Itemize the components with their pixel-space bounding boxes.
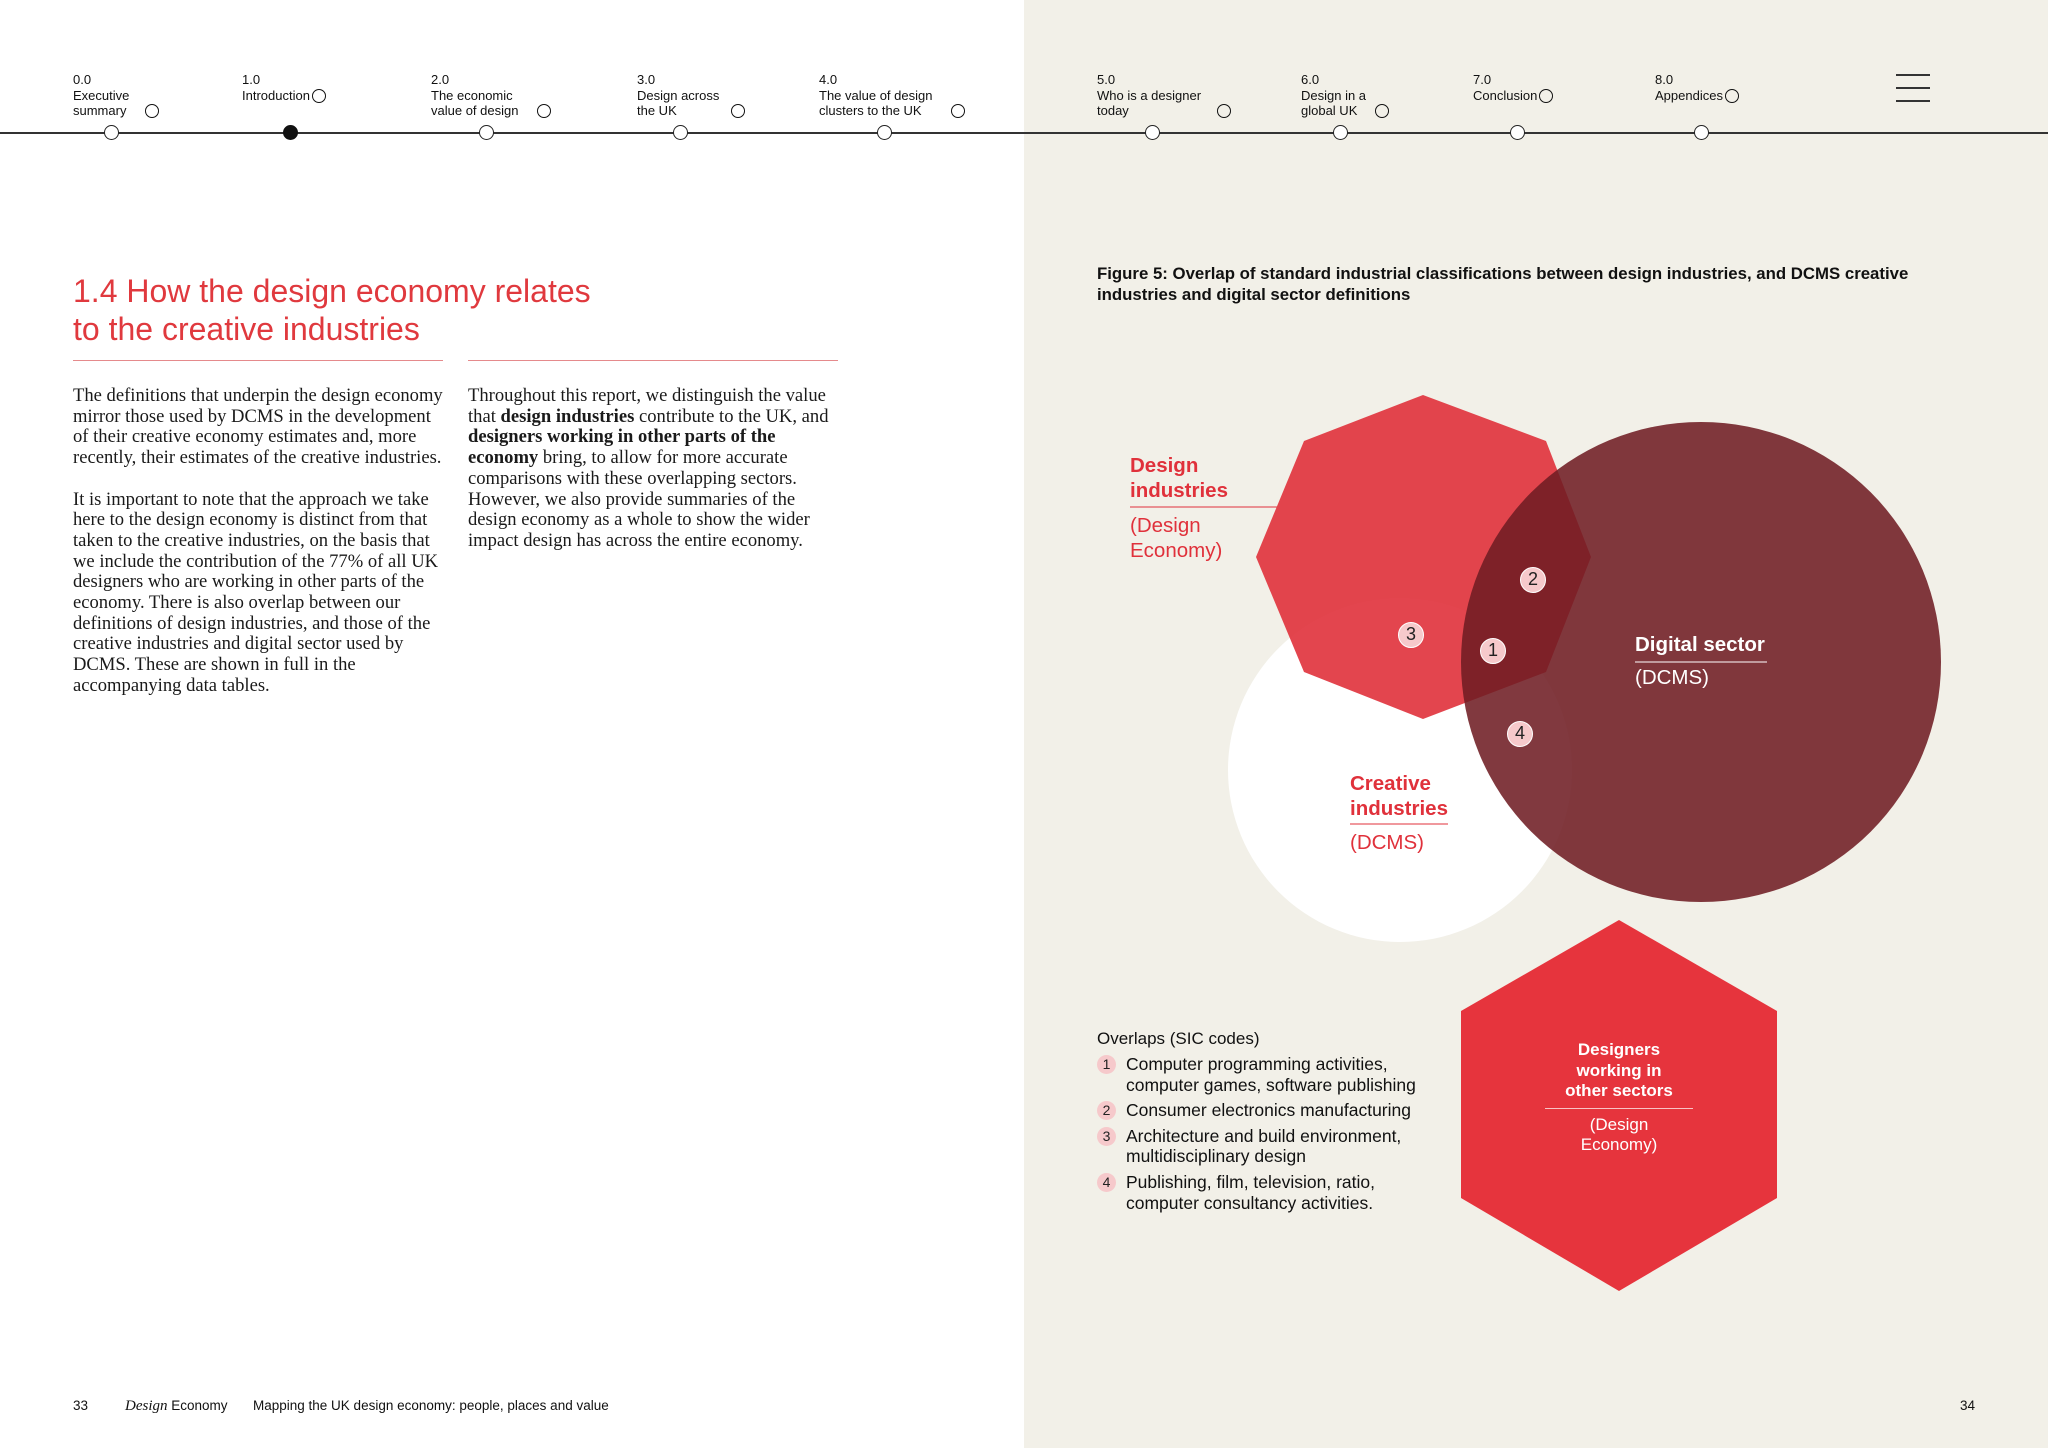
legend-item: 3 Architecture and build environment, multidisciplinary design	[1097, 1126, 1437, 1167]
nav-dot-introduction-active[interactable]	[283, 125, 298, 140]
column-1-rule	[73, 360, 443, 361]
nav-dot-economic-value[interactable]	[479, 125, 494, 140]
legend-item: 1 Computer programming activities, computer games, software publishing	[1097, 1054, 1437, 1095]
nav-ring-icon	[145, 104, 159, 118]
nav-dot-executive-summary[interactable]	[104, 125, 119, 140]
nav-ring-icon	[537, 104, 551, 118]
overlap-badge-4: 4	[1507, 721, 1533, 747]
nav-item-conclusion[interactable]: 7.0 Conclusion	[1473, 72, 1553, 103]
nav-dot-design-clusters[interactable]	[877, 125, 892, 140]
overlap-legend	[1097, 1054, 1437, 1218]
body-column-2	[468, 386, 840, 572]
paragraph: It is important to note that the approach we take here to the design economy is distinct from that taken to the creative industries, on the basis that we include the contribution of the 77% of all UK designers who are working in other parts of the economy. There is also overlap between our definitions of design industries, and those of the creative industries and digital sector used by DCMS. These are shown in full in the accompanying data tables.	[73, 488, 439, 696]
nav-ring-icon	[312, 89, 326, 103]
nav-item-introduction[interactable]: 1.0 Introduction	[242, 72, 326, 103]
nav-dot-design-across-uk[interactable]	[673, 125, 688, 140]
nav-item-design-clusters[interactable]: 4.0 The value of design clusters to the UK	[819, 72, 965, 119]
paragraph: The definitions that underpin the design economy mirror those used by DCMS in the development of their creative economy estimates and, more recently, their estimates of the creative industries.	[73, 385, 443, 469]
venn-diagram	[1024, 0, 2048, 1448]
nav-item-economic-value[interactable]: 2.0 The economic value of design	[431, 72, 551, 119]
legend-item: 2 Consumer electronics manufacturing	[1097, 1100, 1437, 1121]
overlap-badge-1: 1	[1480, 638, 1506, 664]
digital-sector-label: Digital sector (DCMS)	[1635, 633, 1765, 689]
nav-item-who-is-designer[interactable]: 5.0 Who is a designer today	[1097, 72, 1231, 119]
overlap-badge-2: 2	[1520, 567, 1546, 593]
overlap-badge-3: 3	[1398, 622, 1424, 648]
nav-item-global-uk[interactable]: 6.0 Design in a global UK	[1301, 72, 1389, 119]
body-column-1	[73, 386, 445, 717]
design-industries-label: Design industries (Design Economy)	[1130, 454, 1228, 562]
nav-item-design-across-uk[interactable]: 3.0 Design across the UK	[637, 72, 745, 119]
figure-title: Figure 5: Overlap of standard industrial classifications between design industries, and DCMS creative industries and digital sector definitions	[1097, 264, 1909, 304]
nav-item-appendices[interactable]: 8.0 Appendices	[1655, 72, 1739, 103]
column-2-rule	[468, 360, 838, 361]
section-heading: 1.4 How the design economy relates to the creative industries	[73, 273, 591, 347]
legend-item: 4 Publishing, film, television, ratio, computer consultancy activities.	[1097, 1172, 1437, 1213]
document-title: Mapping the UK design economy: people, places and value	[253, 1398, 609, 1413]
legend-title: Overlaps (SIC codes)	[1097, 1029, 1260, 1048]
designers-other-sectors-label: Designers working in other sectors (Design Economy)	[1545, 1040, 1693, 1156]
brand-logo: Design Economy	[125, 1398, 228, 1414]
nav-ring-icon	[731, 104, 745, 118]
paragraph: Throughout this report, we distinguish the value that design industries contribute to the UK, and designers working in other parts of the economy bring, to allow for more accurate comparisons with these overlapping sectors. However, we also provide summaries of the design economy as a whole to show the wider impact design has across the entire economy.	[468, 385, 829, 551]
nav-item-executive-summary[interactable]: 0.0 Executive summary	[73, 72, 159, 119]
page-number-left: 33	[73, 1398, 89, 1413]
nav-ring-icon	[951, 104, 965, 118]
creative-industries-label: Creative industries (DCMS)	[1350, 772, 1448, 854]
page-number-right: 34	[1960, 1398, 1976, 1413]
